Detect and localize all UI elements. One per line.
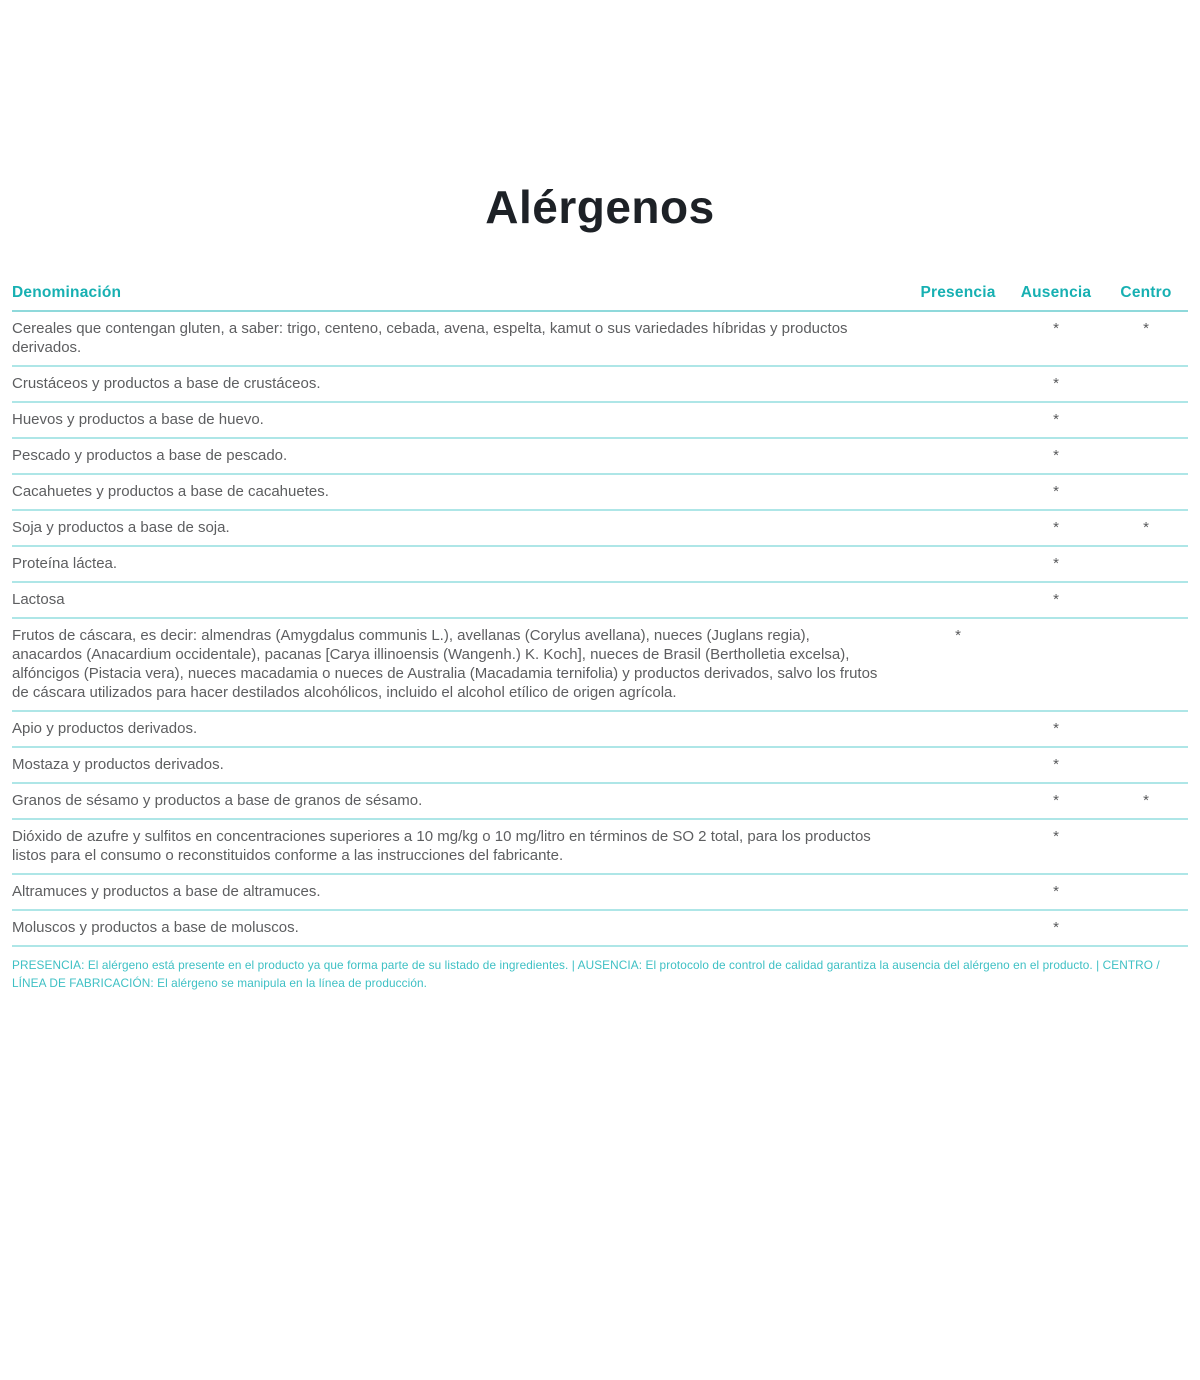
cell-centro-marker: * [1143, 320, 1149, 337]
table-row [12, 820, 1188, 875]
cell-ausencia-marker: * [1053, 483, 1059, 500]
cell-ausencia-marker: * [1053, 555, 1059, 572]
cell-ausencia-marker: * [1053, 828, 1059, 845]
table-row [12, 312, 1188, 367]
cell-ausencia-marker: * [1053, 320, 1059, 337]
cell-ausencia-marker: * [1053, 720, 1059, 737]
cell-denominacion: Soja y productos a base de soja. [12, 519, 230, 536]
column-header-ausencia: Ausencia [1020, 284, 1092, 301]
cell-denominacion: Moluscos y productos a base de moluscos. [12, 919, 299, 936]
cell-denominacion: Mostaza y productos derivados. [12, 756, 224, 773]
table-header-row [12, 284, 1188, 312]
cell-ausencia-marker: * [1053, 411, 1059, 428]
page-title: Alérgenos [485, 181, 715, 233]
cell-denominacion: Pescado y productos a base de pescado. [12, 447, 288, 464]
cell-ausencia-marker: * [1053, 883, 1059, 900]
table-row [12, 712, 1188, 748]
cell-denominacion: Cereales que contengan gluten, a saber: trigo, centeno, cebada, avena, espelta, kamut o sus variedades híbridas y productos derivados. [12, 320, 848, 356]
column-header-centro: Centro [1120, 284, 1172, 301]
cell-ausencia-marker: * [1053, 919, 1059, 936]
cell-denominacion: Apio y productos derivados. [12, 720, 198, 737]
cell-ausencia-marker: * [1053, 591, 1059, 608]
cell-ausencia-marker: * [1053, 756, 1059, 773]
cell-denominacion: Dióxido de azufre y sulfitos en concentraciones superiores a 10 mg/kg o 10 mg/litro en términos de SO 2 total, para los productos listos para el consumo o reconstituidos conforme a las instrucciones del fabricante. [12, 828, 871, 864]
table-row [12, 875, 1188, 911]
cell-ausencia-marker: * [1053, 519, 1059, 536]
cell-denominacion: Huevos y productos a base de huevo. [12, 411, 264, 428]
table-row [12, 403, 1188, 439]
column-header-denominacion: Denominación [12, 284, 122, 301]
table-row [12, 511, 1188, 547]
cell-denominacion: Cacahuetes y productos a base de cacahuetes. [12, 483, 329, 500]
cell-denominacion: Altramuces y productos a base de altramuces. [12, 883, 321, 900]
cell-denominacion: Lactosa [12, 591, 65, 608]
table-row [12, 619, 1188, 712]
table-row [12, 547, 1188, 583]
legend-text: PRESENCIA: El alérgeno está presente en el producto ya que forma parte de su listado de ingredientes. | AUSENCIA: El protocolo de control de calidad garantiza la ausencia del alérgeno en el producto. | CENTRO / LÍNEA DE FABRICACIÓN: El alérgeno se manipula en la línea de producción. [12, 958, 1160, 991]
table-row [12, 748, 1188, 784]
table-row [12, 583, 1188, 619]
table-row [12, 911, 1188, 947]
cell-centro-marker: * [1143, 792, 1149, 809]
allergen-sheet [0, 180, 1200, 993]
table-row [12, 784, 1188, 820]
table-body [12, 312, 1188, 947]
cell-ausencia-marker: * [1053, 792, 1059, 809]
cell-centro-marker: * [1143, 519, 1149, 536]
cell-denominacion: Granos de sésamo y productos a base de granos de sésamo. [12, 792, 423, 809]
table-row [12, 367, 1188, 403]
allergen-table [12, 284, 1188, 947]
cell-ausencia-marker: * [1053, 375, 1059, 392]
table-row [12, 475, 1188, 511]
cell-denominacion: Crustáceos y productos a base de crustáceos. [12, 375, 321, 392]
table-row [12, 439, 1188, 475]
column-header-presencia: Presencia [920, 284, 996, 301]
cell-denominacion: Frutos de cáscara, es decir: almendras (Amygdalus communis L.), avellanas (Corylus avellana), nueces (Juglans regia), anacardos (Anacardium occidentale), pacanas [Carya illinoensis (Wangenh.) K. Koch], nueces de Brasil (Bertholletia excelsa), alfóncigos (Pistacia vera), nueces macadamia o nueces de Australia (Macadamia ternifolia) y productos derivados, salvo los frutos de cáscara utilizados para hacer destilados alcohólicos, incluido el alcohol etílico de origen agrícola. [12, 627, 878, 701]
cell-ausencia-marker: * [1053, 447, 1059, 464]
cell-denominacion: Proteína láctea. [12, 555, 118, 572]
cell-presencia-marker: * [955, 627, 961, 644]
